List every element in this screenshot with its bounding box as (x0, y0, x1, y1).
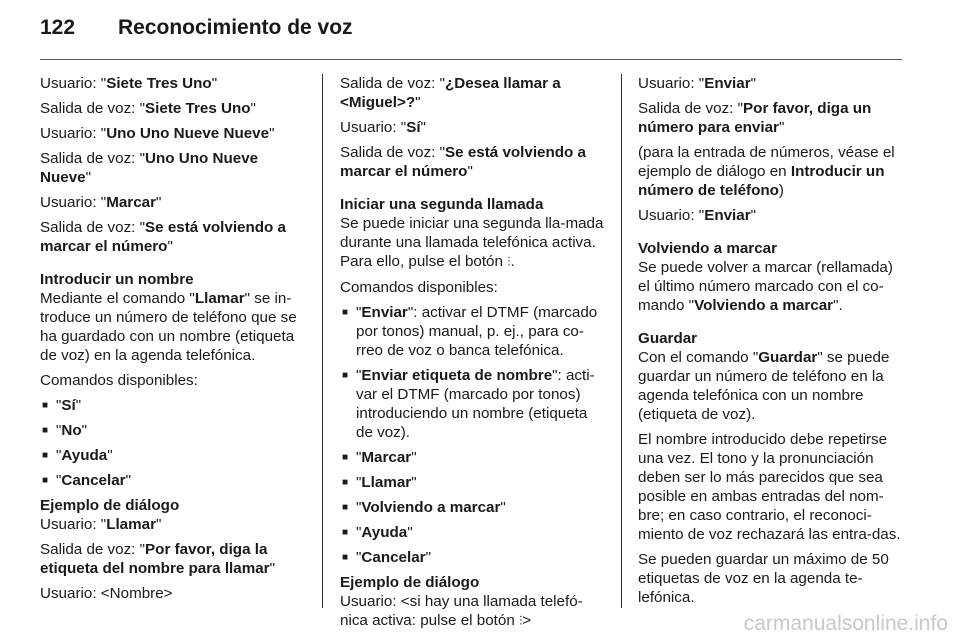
page-title: Reconocimiento de voz (118, 16, 353, 39)
command-list (340, 303, 608, 567)
page-header (0, 0, 960, 62)
column-1 (40, 74, 308, 609)
voice-button-icon: ⫶ (519, 614, 523, 629)
dialog-line: Usuario: "Enviar" (638, 207, 757, 224)
dialog-line: Salida de voz: "Se está volviendo a marcar el número" (340, 144, 586, 180)
section-heading-ejemplo: Ejemplo de diálogo (40, 497, 180, 514)
list-item: ■ "Enviar etiqueta de nombre": acti-var el DTMF (marcado por tonos) introduciendo un nombre (etiqueta de voz). (340, 366, 608, 442)
paragraph: Se puede iniciar una segunda lla-mada durante una llamada telefónica activa. Para ello, pulse el botón ⫶. (340, 215, 604, 270)
section-heading-guardar: Guardar (638, 330, 698, 347)
dialog-line: Salida de voz: "Siete Tres Uno" (40, 100, 256, 117)
dialog-line: Salida de voz: "Por favor, diga un número para enviar" (638, 100, 872, 136)
list-item: ■ "Cancelar" (40, 471, 308, 490)
section-heading-volviendo-marcar: Volviendo a marcar (638, 240, 777, 257)
voice-button-icon: ⫶ (507, 255, 511, 270)
section-heading-ejemplo: Ejemplo de diálogo (340, 574, 480, 591)
paragraph: Se pueden guardar un máximo de 50 etiquetas de voz en la agenda te-lefónica. (638, 551, 889, 606)
command-list (40, 396, 308, 490)
dialog-line: Usuario: "Uno Uno Nueve Nueve" (40, 125, 275, 142)
column-divider-2 (621, 74, 622, 608)
dialog-line: Usuario: <si hay una llamada telefó-nica activa: pulse el botón ⫶> (340, 593, 583, 629)
dialog-line: Salida de voz: "¿Desea llamar a <Miguel>?" (340, 75, 561, 111)
list-item: ■ "Ayuda" (40, 446, 308, 465)
paragraph: Mediante el comando "Llamar" se in-troduce un número de teléfono que se ha guardado con un nombre (etiqueta de voz) en la agenda telefónica. (40, 290, 297, 364)
dialog-line: Usuario: "Sí" (340, 119, 426, 136)
list-item: ■ "No" (40, 421, 308, 440)
list-item: ■ "Volviendo a marcar" (340, 498, 608, 517)
dialog-line: Salida de voz: "Se está volviendo a marcar el número" (40, 219, 286, 255)
list-item: ■ "Enviar": activar el DTMF (marcado por tonos) manual, p. ej., para co-rreo de voz o banca telefónica. (340, 303, 608, 360)
list-item: ■ "Cancelar" (340, 548, 608, 567)
column-divider-1 (322, 74, 323, 608)
commands-label: Comandos disponibles: (340, 279, 498, 296)
dialog-line: Salida de voz: "Por favor, diga la etiqueta del nombre para llamar" (40, 541, 275, 577)
dialog-line: Salida de voz: "Uno Uno Nueve Nueve" (40, 150, 259, 186)
list-item: ■ "Ayuda" (340, 523, 608, 542)
dialog-line: Usuario: <Nombre> (40, 585, 173, 602)
list-item: ■ "Llamar" (340, 473, 608, 492)
dialog-line: Usuario: "Siete Tres Uno" (40, 75, 218, 92)
dialog-line: Usuario: "Llamar" (40, 516, 162, 533)
dialog-line: Usuario: "Marcar" (40, 194, 162, 211)
paragraph: Se puede volver a marcar (rellamada) el último número marcado con el co-mando "Volviendo a marcar". (638, 259, 893, 314)
page-number: 122 (40, 16, 76, 39)
watermark: carmanualsonline.info (743, 612, 948, 635)
paragraph: El nombre introducido debe repetirse una vez. El tono y la pronunciación deben ser lo más parecidos que sea posible en ambas entradas del nom-bre; en caso contrario, el reconoci-miento de voz rechazará las entra-das. (638, 431, 901, 543)
paragraph: Con el comando "Guardar" se puede guardar un número de teléfono en la agenda telefónica con un nombre (etiqueta de voz). (638, 349, 890, 423)
section-heading-segunda-llamada: Iniciar una segunda llamada (340, 196, 544, 213)
column-3 (638, 74, 904, 613)
list-item: ■ "Marcar" (340, 448, 608, 467)
commands-label: Comandos disponibles: (40, 372, 198, 389)
section-heading-introducir-nombre: Introducir un nombre (40, 271, 194, 288)
header-divider (40, 59, 902, 60)
column-2 (340, 74, 608, 637)
paragraph: (para la entrada de números, véase el ejemplo de diálogo en Introducir un número de teléfono) (638, 144, 895, 199)
dialog-line: Usuario: "Enviar" (638, 75, 757, 92)
list-item: ■ "Sí" (40, 396, 308, 415)
